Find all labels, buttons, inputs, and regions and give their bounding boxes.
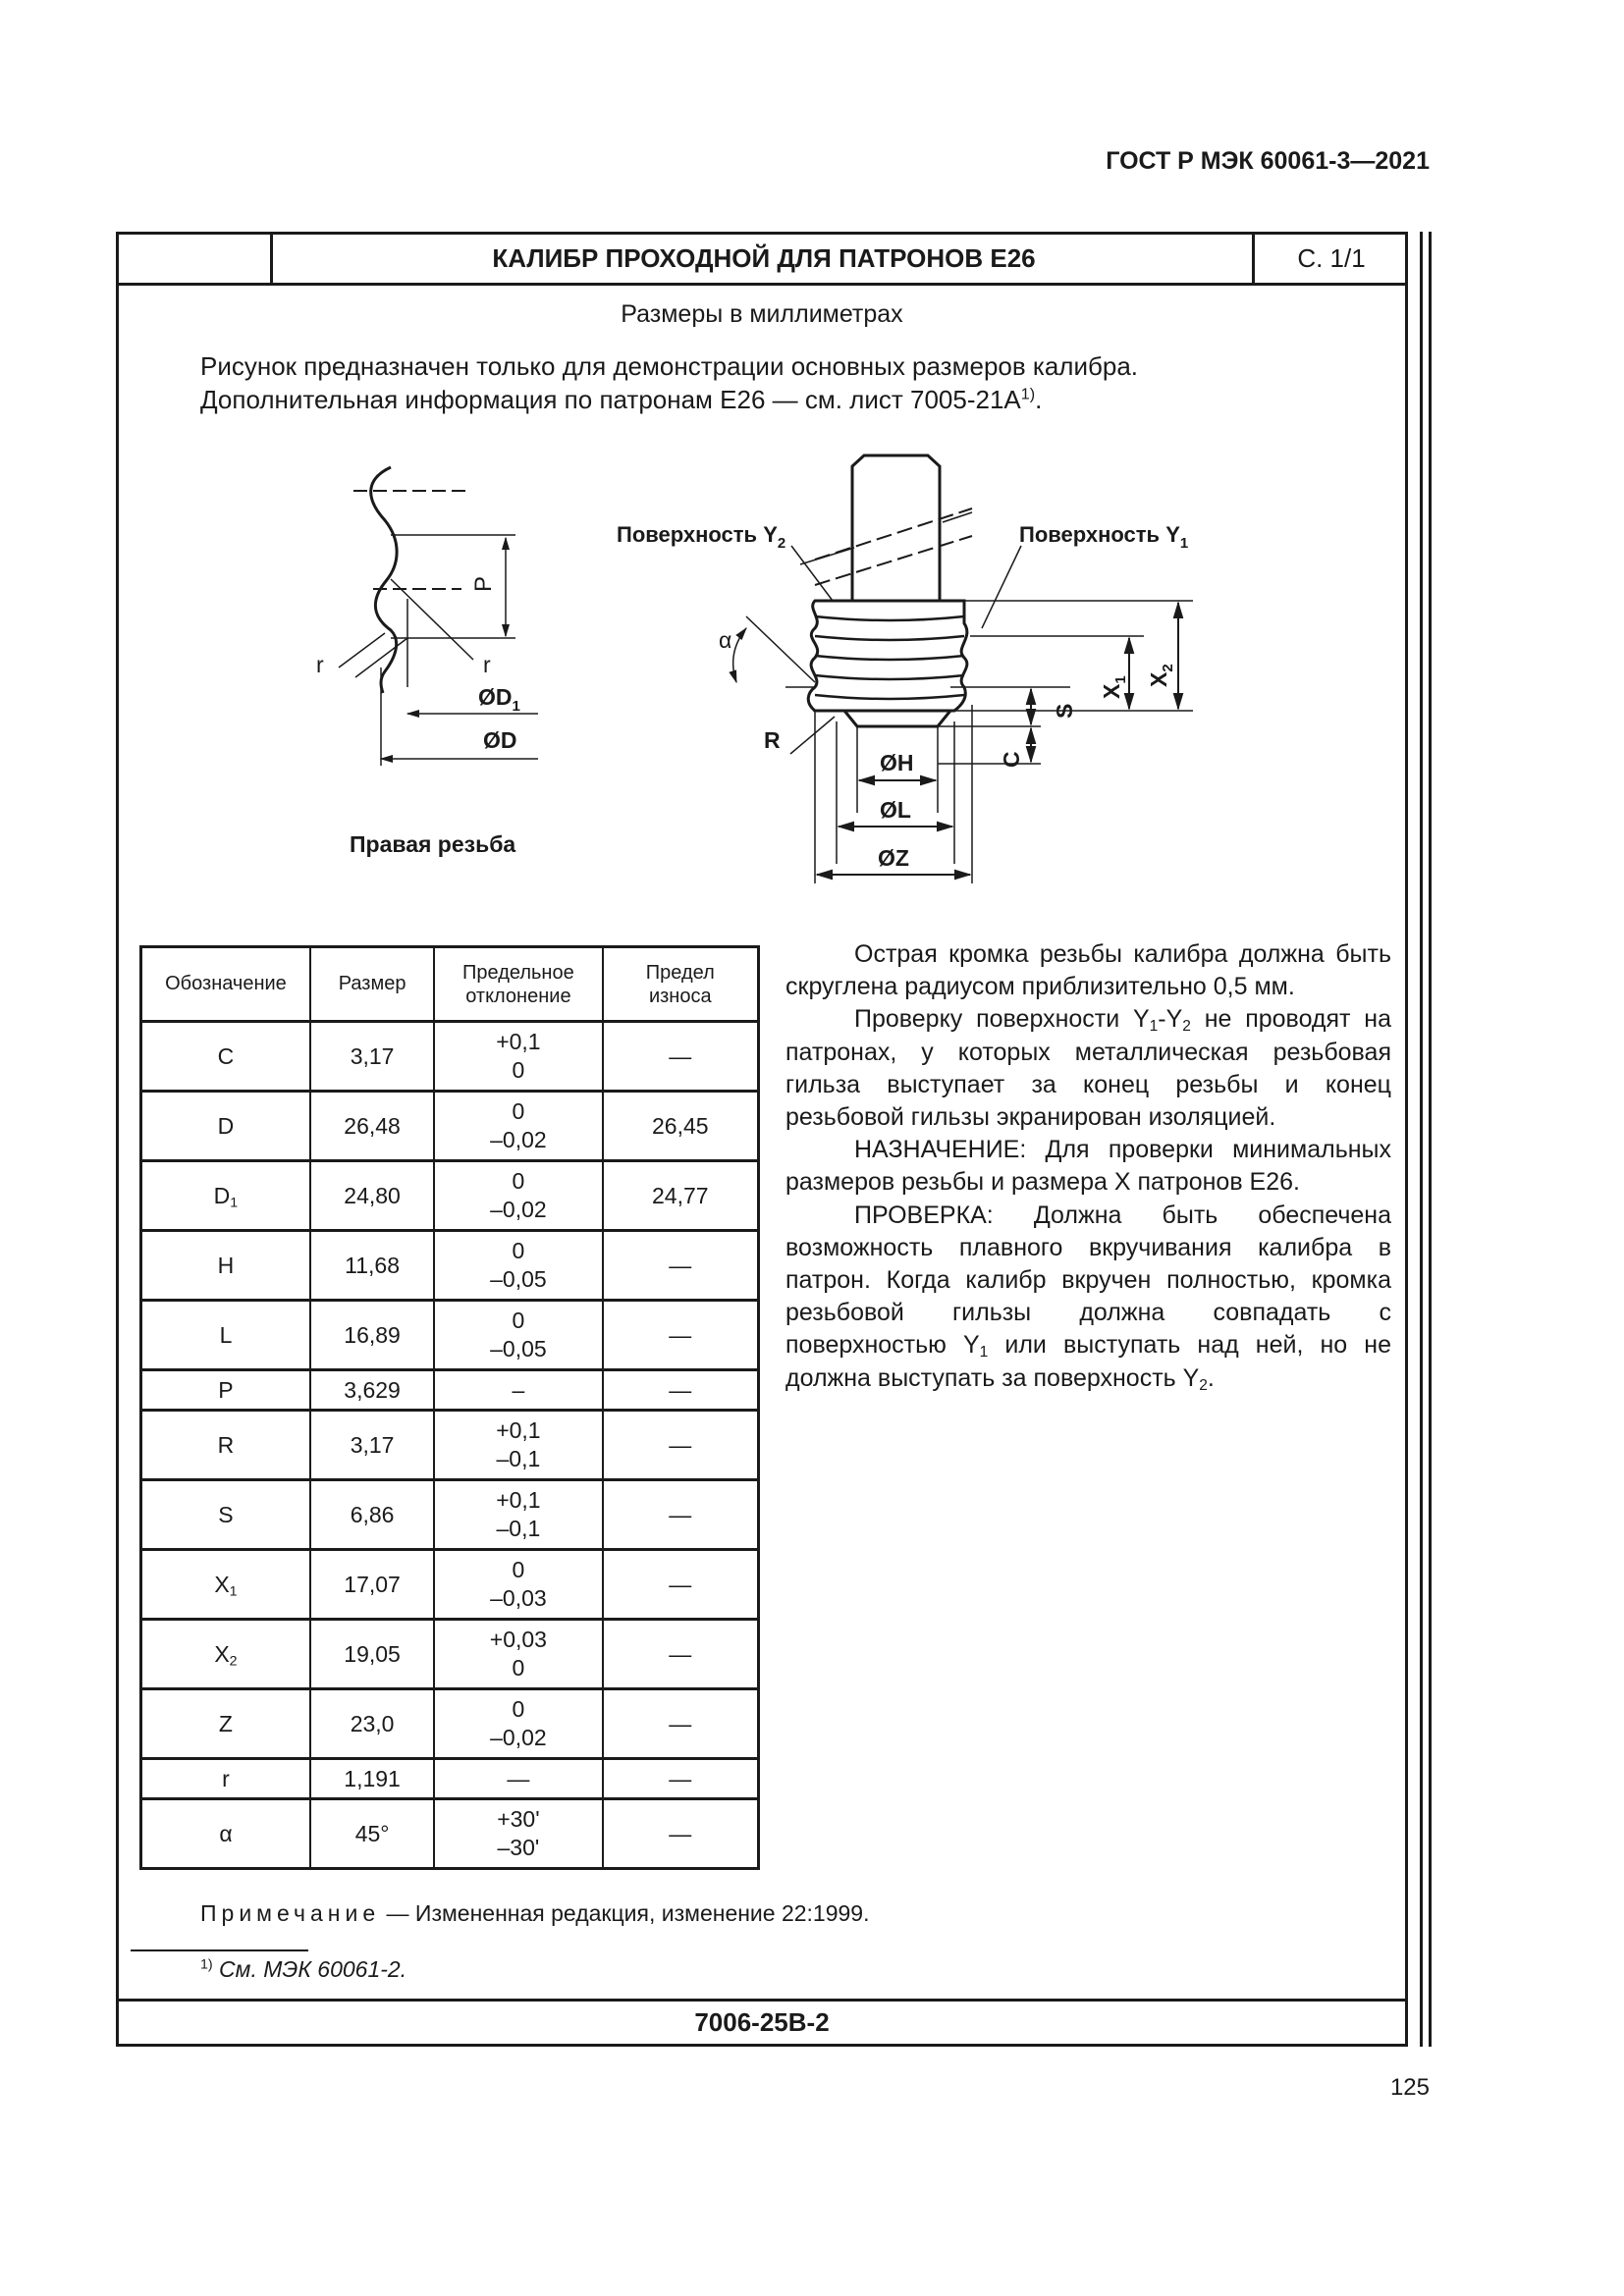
cell-designation: S (141, 1480, 310, 1550)
cell-deviation: 0 –0,05 (434, 1301, 602, 1370)
cell-size: 19,05 (310, 1620, 434, 1689)
cell-size: 3,17 (310, 1411, 434, 1480)
cell-size: 24,80 (310, 1161, 434, 1231)
footnote-rule (131, 1949, 308, 1951)
cell-size: 3,629 (310, 1370, 434, 1411)
cell-designation: $X_2$ (141, 1620, 310, 1689)
thread-caption: Правая резьба (350, 831, 516, 857)
alpha-label: α (719, 627, 732, 653)
l-label: ØL (880, 797, 911, 823)
x2-label: $X_2$ (1146, 664, 1176, 687)
s-label: S (1052, 703, 1077, 719)
cell-deviation: +0,1 0 (434, 1022, 602, 1092)
surface-y2-label: Поверхность $Y_2$ (617, 522, 786, 552)
intro-line-2 (200, 385, 1042, 415)
note-paragraph: НАЗНАЧЕНИЕ: Для проверки минимальных размеров резьбы и размера X патронов E26. (785, 1136, 1391, 1197)
cell-wear: 26,45 (603, 1092, 759, 1161)
cell-wear: — (603, 1370, 759, 1411)
cell-wear: — (603, 1799, 759, 1869)
table-row (141, 1301, 759, 1370)
cell-wear: — (603, 1759, 759, 1799)
table-row (141, 1689, 759, 1759)
header-wear: Предел износа (603, 947, 759, 1022)
note-paragraph: Проверку поверхности $Y_1-Y_2$ не проводят на патронах, у которых металлическая резьбовая гильза выступает за конец резьбы и конец резьбовой гильзы экранирован изоляцией. (785, 1005, 1391, 1132)
radius-label-right: r (483, 652, 491, 677)
r-tip-label: R (764, 727, 781, 753)
c-label: C (999, 751, 1024, 768)
cell-size: 45° (310, 1799, 434, 1869)
cell-wear: — (603, 1301, 759, 1370)
table-row (141, 1161, 759, 1231)
cell-deviation: +30' –30' (434, 1799, 602, 1869)
cell-size: 11,68 (310, 1231, 434, 1301)
cell-wear: — (603, 1620, 759, 1689)
table-row (141, 1411, 759, 1480)
cell-designation: α (141, 1799, 310, 1869)
table-header (141, 947, 759, 1022)
header-designation: Обозначение (141, 947, 310, 1022)
intro-line-1: Рисунок предназначен только для демонстрации основных размеров калибра. (200, 351, 1139, 381)
cell-size: 23,0 (310, 1689, 434, 1759)
intro-end: . (1035, 385, 1043, 414)
units-note: Размеры в миллиметрах (621, 300, 903, 328)
gauge-tip (844, 711, 950, 726)
table-row (141, 1799, 759, 1869)
note-paragraph: ПРОВЕРКА: Должна быть обеспечена возможность плавного вкручивания калибра в патрон. Когда калибр вкручен полностью, кромка резьбовой гильзы должна совпадать с поверхностью $Y_1$ или выступать над ней, но не должна выступать за поверхность $Y_2$. (785, 1201, 1391, 1394)
remark-text: — Измененная редакция, изменение 22:1999. (380, 1900, 870, 1926)
table-row (141, 1370, 759, 1411)
footnote-mark: 1) (200, 1956, 213, 1973)
d-label: ØD (483, 727, 517, 753)
cell-wear: — (603, 1022, 759, 1092)
remark-label: Примечание (200, 1900, 381, 1926)
cell-designation: $X_1$ (141, 1550, 310, 1620)
note-paragraph: Острая кромка резьбы калибра должна быть скруглена радиусом приблизительно 0,5 мм. (785, 940, 1391, 1001)
table-row (141, 1092, 759, 1161)
cell-size: 6,86 (310, 1480, 434, 1550)
standard-number: ГОСТ Р МЭК 60061-3—2021 (1106, 147, 1430, 175)
cell-deviation: 0 –0,02 (434, 1689, 602, 1759)
cell-deviation: — (434, 1759, 602, 1799)
gauge-drawing (0, 432, 1624, 903)
intro-text: Дополнительная информация по патронам E26 — см. лист 7005-21А (200, 385, 1021, 414)
footnote-text: См. МЭК 60061-2. (212, 1956, 407, 1982)
cell-designation: D (141, 1092, 310, 1161)
thread-profile (371, 467, 397, 693)
cell-size: 1,191 (310, 1759, 434, 1799)
cell-designation: $D_1$ (141, 1161, 310, 1231)
cell-size: 3,17 (310, 1022, 434, 1092)
radius-label-left: r (316, 652, 324, 677)
table-row (141, 1480, 759, 1550)
cell-deviation: – (434, 1370, 602, 1411)
cell-size: 17,07 (310, 1550, 434, 1620)
cell-designation: P (141, 1370, 310, 1411)
cell-wear: — (603, 1411, 759, 1480)
x1-label: $X_1$ (1099, 675, 1129, 699)
z-label: ØZ (878, 845, 909, 871)
cell-size: 16,89 (310, 1301, 434, 1370)
cell-designation: C (141, 1022, 310, 1092)
dimensions-table (139, 945, 760, 1870)
gauge-shaft (852, 455, 940, 601)
cell-deviation: 0 –0,03 (434, 1550, 602, 1620)
cell-wear: 24,77 (603, 1161, 759, 1231)
table-row (141, 1022, 759, 1092)
sheet-page: С. 1/1 (1297, 243, 1366, 273)
header-size: Размер (310, 947, 434, 1022)
cell-deviation: 0 –0,05 (434, 1231, 602, 1301)
cell-deviation: +0,1 –0,1 (434, 1480, 602, 1550)
cell-wear: — (603, 1480, 759, 1550)
surface-y1-label: Поверхность $Y_1$ (1019, 522, 1189, 552)
cell-wear: — (603, 1689, 759, 1759)
table-row (141, 1550, 759, 1620)
page-number: 125 (1389, 2074, 1430, 2101)
cell-wear: — (603, 1231, 759, 1301)
cell-designation: r (141, 1759, 310, 1799)
notes-block (785, 938, 1391, 1395)
cell-wear: — (603, 1550, 759, 1620)
footnote-ref: 1) (1020, 385, 1036, 403)
cell-designation: Z (141, 1689, 310, 1759)
footnote (200, 1956, 406, 1983)
remark (200, 1900, 870, 1927)
table-row (141, 1759, 759, 1799)
table-row (141, 1620, 759, 1689)
cell-deviation: +0,1 –0,1 (434, 1411, 602, 1480)
cell-designation: H (141, 1231, 310, 1301)
h-label: ØH (880, 750, 914, 775)
table-row (141, 1231, 759, 1301)
pitch-label: P (470, 575, 497, 592)
cell-designation: L (141, 1301, 310, 1370)
cell-deviation: 0 –0,02 (434, 1092, 602, 1161)
header-deviation: Предельное отклонение (434, 947, 602, 1022)
sheet-title: КАЛИБР ПРОХОДНОЙ ДЛЯ ПАТРОНОВ E26 (492, 243, 1036, 273)
cell-deviation: +0,03 0 (434, 1620, 602, 1689)
cell-size: 26,48 (310, 1092, 434, 1161)
cell-deviation: 0 –0,02 (434, 1161, 602, 1231)
d1-label: $ØD_1$ (478, 684, 520, 715)
sheet-code: 7006-25B-2 (694, 2007, 830, 2037)
cell-designation: R (141, 1411, 310, 1480)
